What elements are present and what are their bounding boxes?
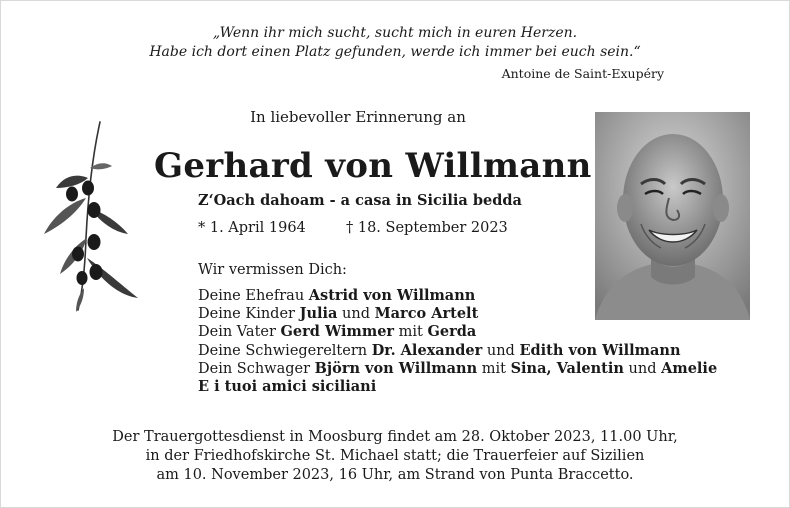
family-line bbox=[198, 378, 717, 396]
relation-label: Deine Kinder bbox=[198, 306, 300, 323]
relative-name: Astrid von Willmann bbox=[308, 287, 476, 304]
relation-label: Dein Schwager bbox=[198, 360, 315, 377]
connector: und bbox=[623, 360, 662, 377]
relative-name: Edith von Willmann bbox=[519, 341, 681, 359]
olive-branch-icon bbox=[38, 118, 146, 314]
service-info bbox=[0, 428, 790, 485]
intro-text: In liebevoller Erinnerung an bbox=[250, 108, 466, 126]
service-line-3: am 10. November 2023, 16 Uhr, am Strand von Punta Braccetto. bbox=[156, 467, 634, 483]
family-line bbox=[198, 360, 717, 378]
relative-name: Marco Artelt bbox=[374, 305, 479, 323]
relative-name: Gerd Wimmer bbox=[280, 323, 395, 341]
connector: und bbox=[482, 342, 520, 359]
connector: mit bbox=[394, 324, 428, 341]
birth-date: * 1. April 1964 bbox=[198, 220, 306, 236]
connector: und bbox=[337, 306, 375, 323]
relative-name: Björn von Willmann bbox=[314, 359, 478, 377]
miss-heading: Wir vermissen Dich: bbox=[198, 262, 347, 278]
family-line bbox=[198, 342, 717, 360]
relative-name: Julia bbox=[299, 305, 338, 323]
family-line bbox=[198, 323, 717, 341]
relation-label: Dein Vater bbox=[198, 324, 281, 341]
quote-line-2: Habe ich dort einen Platz gefunden, werde ich immer bei euch sein.“ bbox=[149, 44, 641, 60]
quote-author: Antoine de Saint-Exupéry bbox=[501, 66, 664, 81]
relative-name: Dr. Alexander bbox=[371, 341, 483, 359]
motto: Z‘Oach dahoam - a casa in Sicilia bedda bbox=[198, 192, 522, 209]
service-line-2: in der Friedhofskirche St. Michael statt; die Trauerfeier auf Sizilien bbox=[145, 448, 645, 464]
portrait-photo bbox=[595, 112, 750, 320]
service-line-1: Der Trauergottesdienst in Moosburg findet am 28. Oktober 2023, 11.00 Uhr, bbox=[112, 429, 678, 445]
death-date: † 18. September 2023 bbox=[346, 220, 508, 236]
relation-label: Deine Schwiegereltern bbox=[198, 342, 372, 359]
deceased-name: Gerhard von Willmann bbox=[154, 146, 592, 186]
relative-name: Gerda bbox=[427, 323, 477, 341]
quote-line-1: „Wenn ihr mich sucht, sucht mich in euren Herzen. bbox=[212, 25, 578, 41]
relative-name: E i tuoi amici siciliani bbox=[198, 378, 377, 396]
relation-label: Deine Ehefrau bbox=[198, 288, 309, 304]
relative-name: Sina, Valentin bbox=[510, 359, 624, 377]
relative-name: Amelie bbox=[661, 359, 718, 377]
connector: mit bbox=[477, 360, 511, 377]
